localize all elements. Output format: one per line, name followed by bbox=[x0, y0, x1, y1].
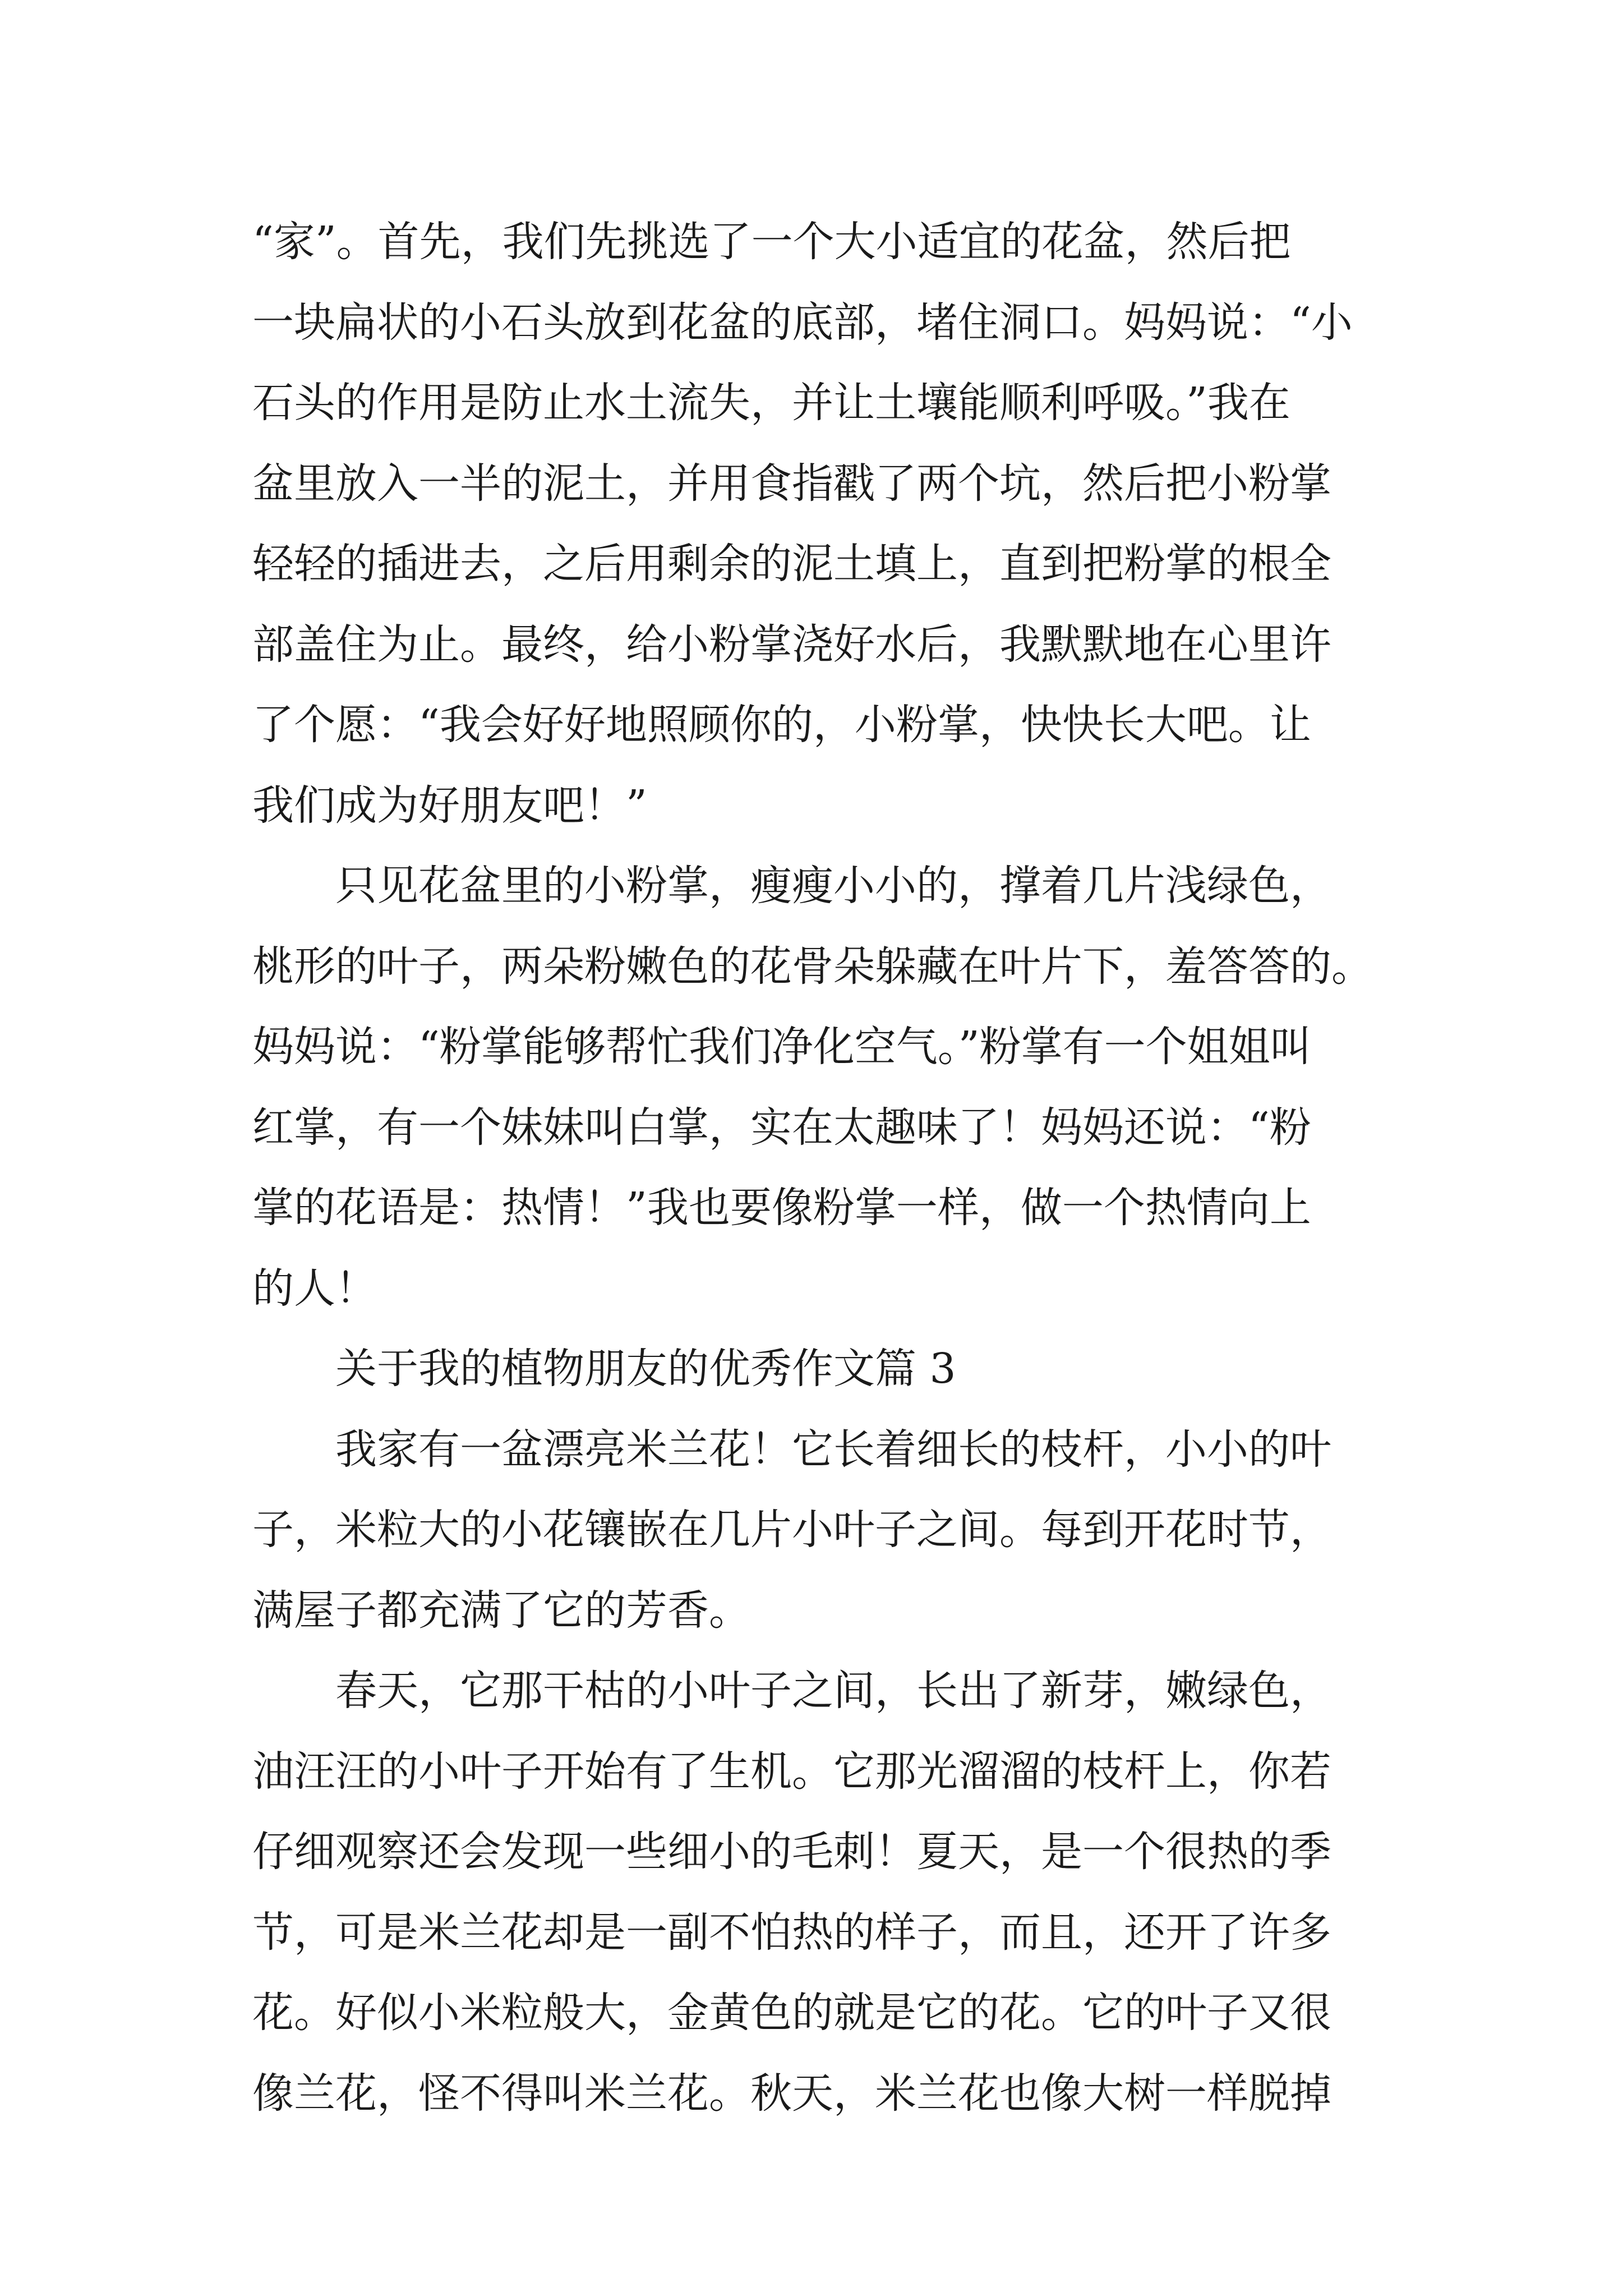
text-line: 我们成为好朋友吧！” bbox=[252, 781, 647, 830]
text-line: 节，可是米兰花却是一副不怕热的样子，而且，还开了许多 bbox=[252, 1908, 1331, 1957]
text-line: 只见花盆里的小粉掌，瘦瘦小小的，撑着几片浅绿色， bbox=[335, 862, 1331, 910]
text-line: 红掌，有一个妹妹叫白掌，实在太趣味了！妈妈还说：“粉 bbox=[252, 1103, 1311, 1152]
text-line: 油汪汪的小叶子开始有了生机。它那光溜溜的枝杆上，你若 bbox=[252, 1747, 1331, 1796]
section-heading: 关于我的植物朋友的优秀作文篇 3 bbox=[335, 1345, 956, 1393]
text-line: 满屋子都充满了它的芳香。 bbox=[252, 1586, 750, 1635]
text-line: 轻轻的插进去，之后用剩余的泥土填上，直到把粉掌的根全 bbox=[252, 540, 1331, 588]
text-line: 了个愿：“我会好好地照顾你的，小粉掌，快快长大吧。让 bbox=[252, 701, 1311, 749]
text-line: 盆里放入一半的泥土，并用食指戳了两个坑，然后把小粉掌 bbox=[252, 459, 1331, 508]
text-line: 春天，它那干枯的小叶子之间，长出了新芽，嫩绿色， bbox=[335, 1667, 1331, 1715]
essay-text bbox=[252, 202, 1391, 2134]
text-line: 的人！ bbox=[252, 1264, 377, 1313]
text-line: 桃形的叶子，两朵粉嫩色的花骨朵躲藏在叶片下，羞答答的。 bbox=[252, 942, 1373, 991]
text-line: 子，米粒大的小花镶嵌在几片小叶子之间。每到开花时节， bbox=[252, 1506, 1331, 1554]
text-line: 掌的花语是：热情！”我也要像粉掌一样，做一个热情向上 bbox=[252, 1184, 1311, 1232]
text-line: 妈妈说：“粉掌能够帮忙我们净化空气。”粉掌有一个姐姐叫 bbox=[252, 1023, 1312, 1071]
text-line: 仔细观察还会发现一些细小的毛刺！夏天，是一个很热的季 bbox=[252, 1828, 1331, 1876]
text-line: 我家有一盆漂亮米兰花！它长着细长的枝杆，小小的叶 bbox=[335, 1425, 1331, 1474]
text-line: “家”。首先，我们先挑选了一个大小适宜的花盆，然后把 bbox=[252, 218, 1291, 266]
text-line: 一块扁状的小石头放到花盆的底部，堵住洞口。妈妈说：“小 bbox=[252, 298, 1353, 347]
text-line: 花。好似小米粒般大，金黄色的就是它的花。它的叶子又很 bbox=[252, 1989, 1331, 2037]
text-line: 像兰花，怪不得叫米兰花。秋天，米兰花也像大树一样脱掉 bbox=[252, 2069, 1331, 2118]
text-line: 石头的作用是防止水土流失，并让土壤能顺利呼吸。”我在 bbox=[252, 379, 1290, 427]
text-line: 部盖住为止。最终，给小粉掌浇好水后，我默默地在心里许 bbox=[252, 620, 1331, 669]
